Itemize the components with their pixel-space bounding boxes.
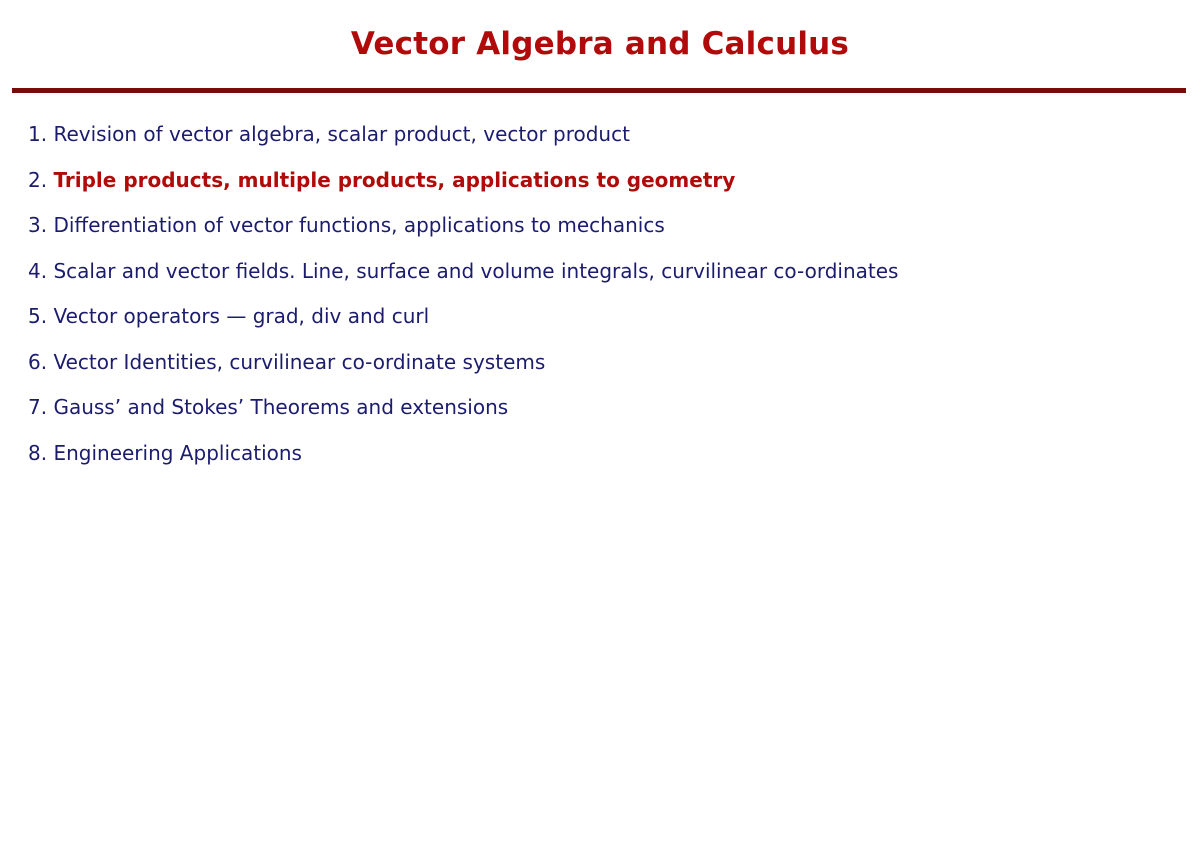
topic-text: Vector operators — grad, div and curl [53,304,430,328]
title-divider [12,88,1186,93]
topic-number: 2. [28,167,48,192]
topic-text: Revision of vector algebra, scalar product, vector product [53,122,630,146]
topic-list [28,118,1178,482]
topic-text: Engineering Applications [53,440,302,465]
topic-text: Gauss’ and Stokes’ Theorems and extensions [53,395,509,419]
topic-number: 8. [28,440,48,465]
topic-text: Scalar and vector fields. Line, surface and volume integrals, curvilinear co-ordinates [53,258,899,283]
topic-text: Vector Identities, curvilinear co-ordinate systems [53,349,546,374]
topic-item-3 [28,209,1178,255]
topic-number: 3. [28,213,48,237]
topic-number: 5. [28,304,48,328]
topic-number: 7. [28,395,48,419]
topic-item-6 [28,346,1178,392]
topic-number: 1. [28,122,48,146]
topic-item-2-current [28,164,1178,210]
topic-number: 4. [28,258,48,283]
topic-item-8 [28,437,1178,483]
topic-item-4 [28,255,1178,301]
topic-text-highlighted: Triple products, multiple products, applications to geometry [53,167,736,192]
topic-number: 6. [28,349,48,374]
topic-item-7 [28,391,1178,437]
topic-item-1 [28,118,1178,164]
topic-item-5 [28,300,1178,346]
topic-text: Differentiation of vector functions, applications to mechanics [53,213,665,237]
slide-title: Vector Algebra and Calculus [350,26,850,62]
